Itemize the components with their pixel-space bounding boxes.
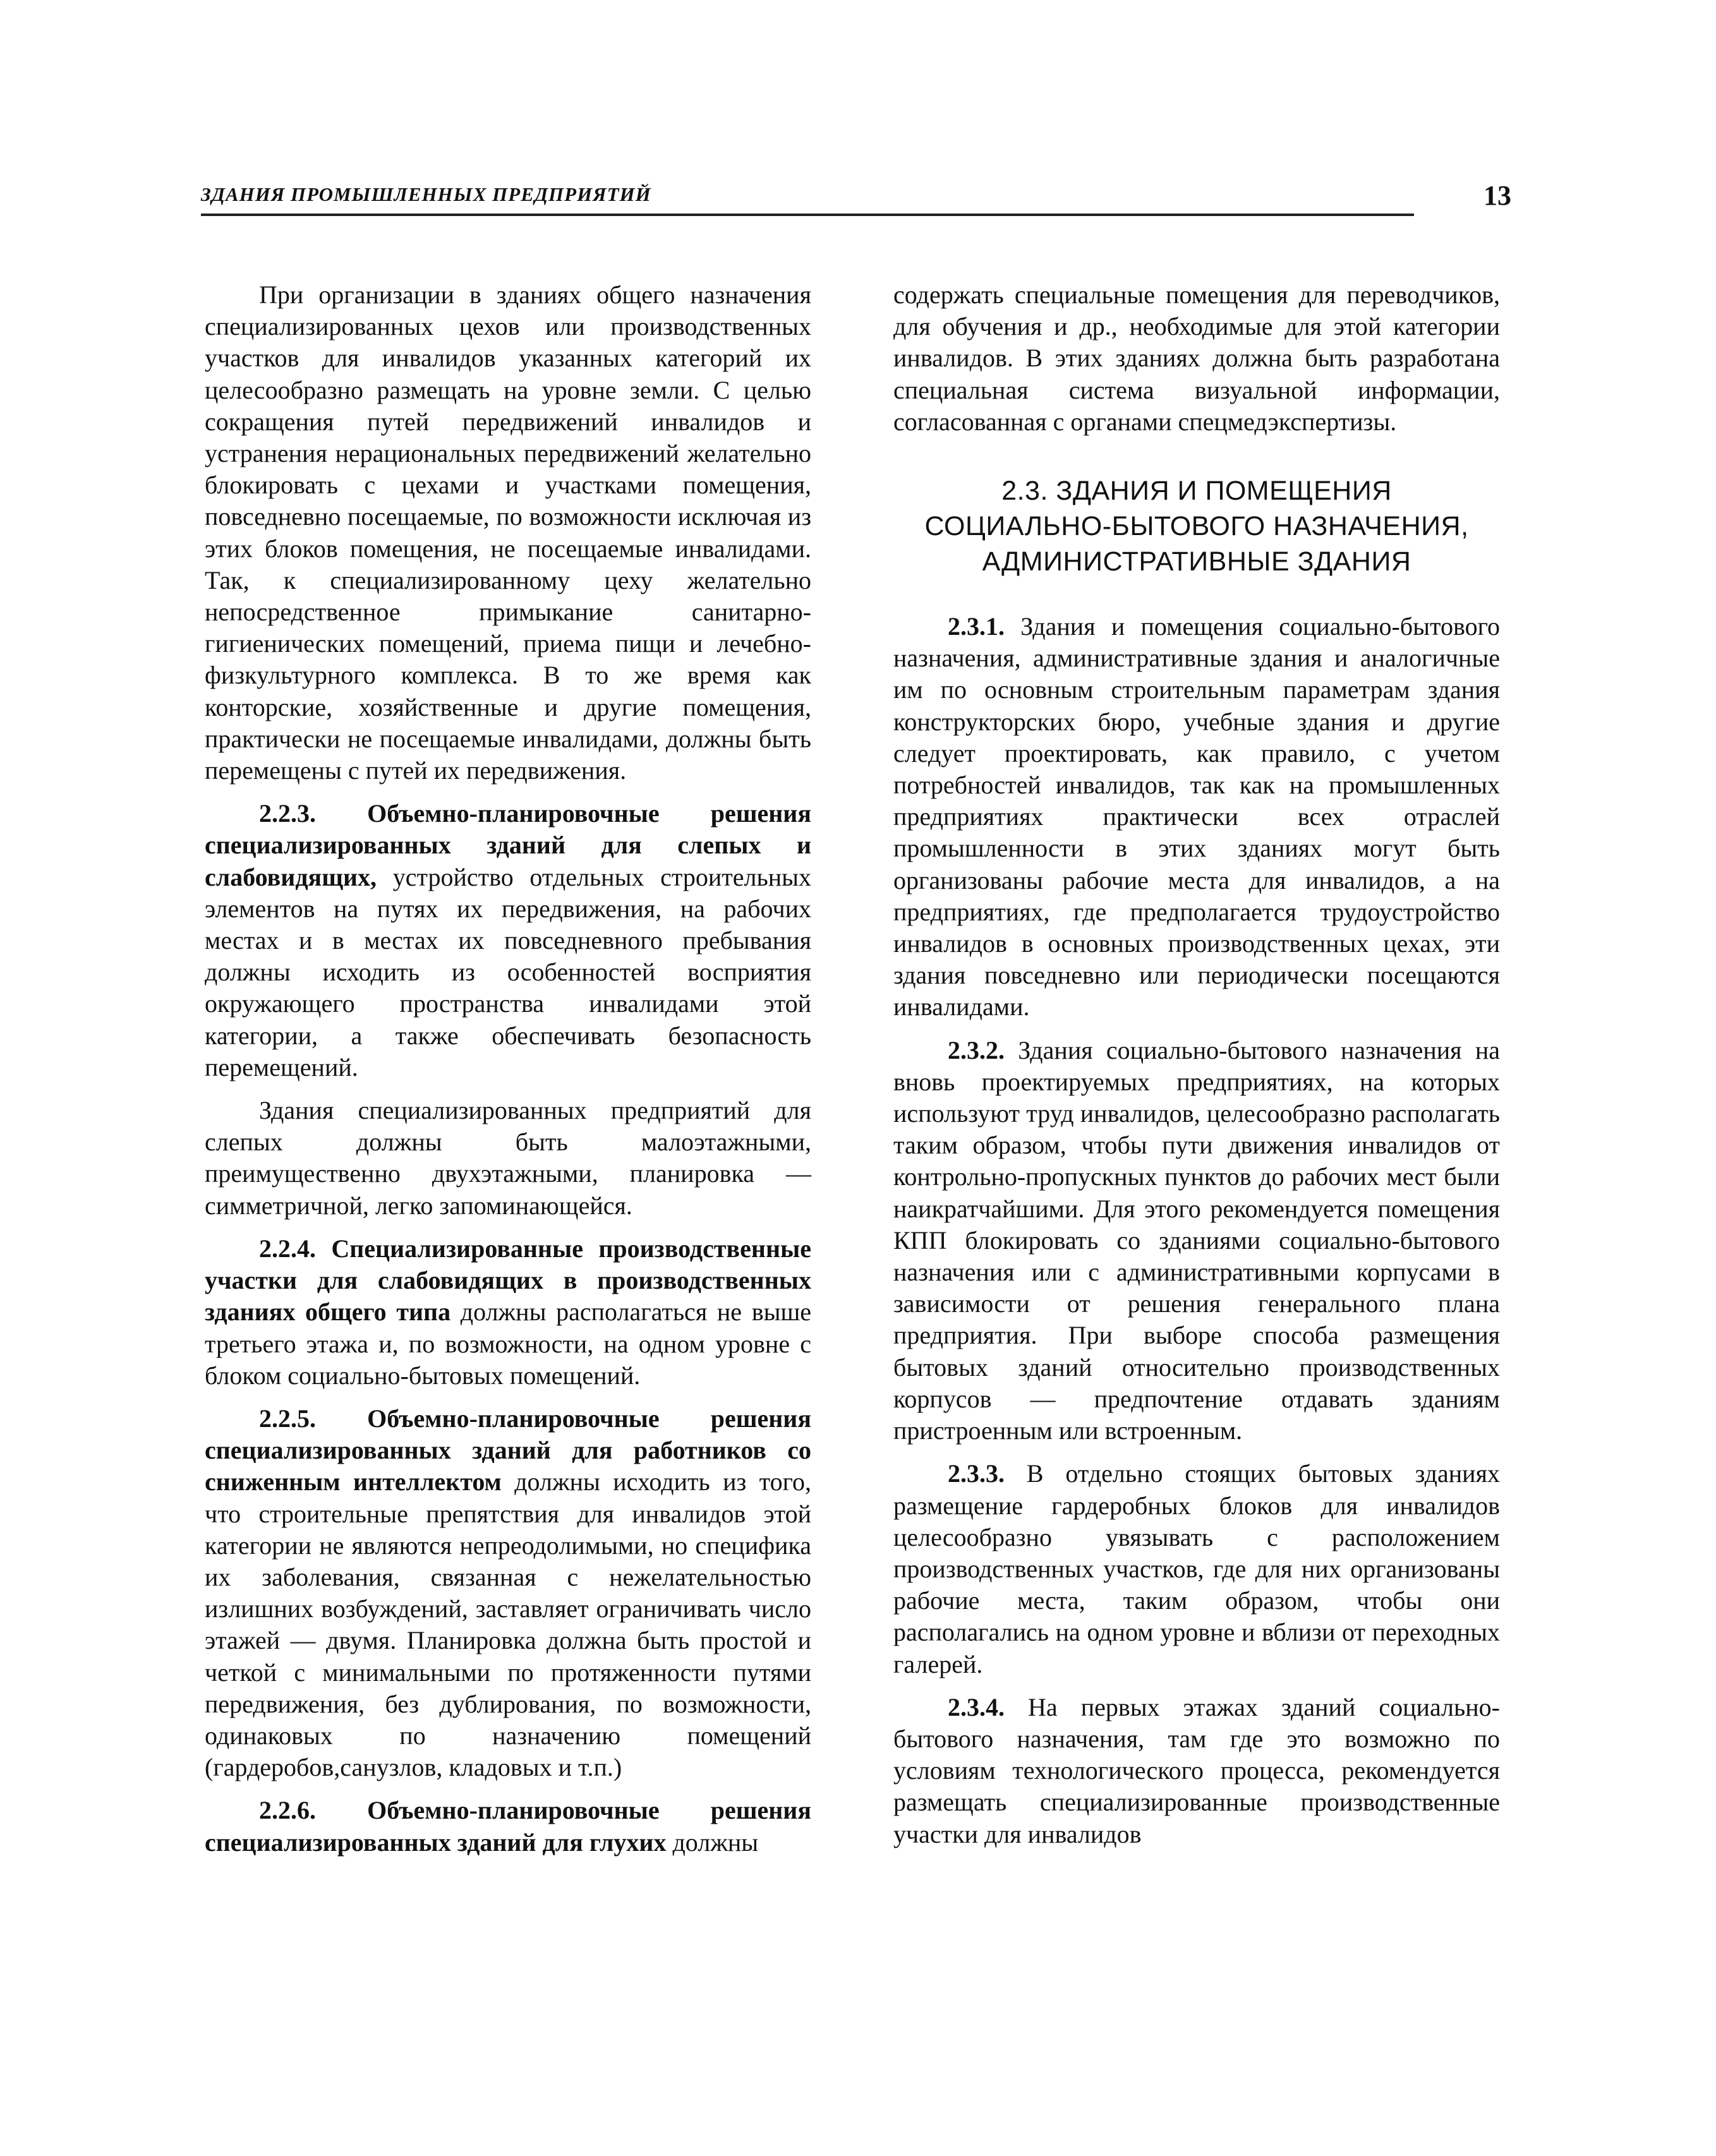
- clause-title: Специализированные производственные участки для слабовидящих в производственных зданиях общего типа: [205, 1234, 811, 1327]
- paragraph-text: При организации в зданиях общего назначения специализированных цехов или производственных участков для инвалидов указанных категорий их целесообразно размещать на уровне земли. С целью сокращения путей передвижений инвалидов и устранения нерациональных передвижений желательно блокировать с цехами и участками помещения, повседневно посещаемые, по возможности исключая из этих блоков помещения, не посещаемые инвалидами. Так, к специализированному цеху желательно непосредственное примыкание санитарно-гигиенических помещений, приема пищи и лечебно-физкультурного комплекса. В то же время как конторские, хозяйственные и другие помещения, практически не посещаемые инвалидами, должны быть перемещены с путей их передвижения.: [205, 280, 811, 785]
- paragraph-text: В отдельно стоящих бытовых зданиях размещение гардеробных блоков для инвалидов целесообразно увязывать с расположением производственных участков, где для них организованы рабочие места, таким образом, чтобы они располагались на одном уровне и вблизи от переходных галерей.: [893, 1459, 1500, 1678]
- clause-number: 2.2.5.: [259, 1404, 316, 1433]
- paragraph-2-3-2: [893, 1035, 1500, 1447]
- section-heading-line: 2.3. ЗДАНИЯ И ПОМЕЩЕНИЯ: [1001, 476, 1392, 507]
- paragraph-text: содержать специальные помещения для переводчиков, для обучения и др., необходимые для этой категории инвалидов. В этих зданиях должна быть разработана специальная система визуальной информации, согласованная с органами спецмедэкспертизы.: [893, 280, 1500, 436]
- paragraph-2-2-5: [205, 1403, 811, 1783]
- clause-title: Объемно-планировочные решения специализированных зданий для слепых и слабовидящих,: [205, 799, 811, 891]
- paragraph: [205, 279, 811, 786]
- clause-number: 2.2.3.: [259, 799, 316, 828]
- paragraph-continued: [893, 279, 1500, 438]
- running-header: [201, 178, 1414, 216]
- paragraph-2-2-6: [205, 1795, 811, 1858]
- paragraph-text: должны: [672, 1828, 759, 1857]
- running-title: ЗДАНИЯ ПРОМЫШЛЕННЫХ ПРЕДПРИЯТИЙ: [201, 183, 651, 205]
- clause-title: Объемно-планировочные решения специализированных зданий для глухих: [205, 1796, 811, 1857]
- clause-number: 2.2.4.: [259, 1234, 316, 1263]
- paragraph-text: должны исходить из того, что строительные препятствия для инвалидов этой категории не являются непреодолимыми, но специфика их заболевания, связанная с нежелательностью излишних возбуждений, заставляет ограничивать число этажей — двумя. Планировка должна быть простой и четкой с минимальными по протяженности путями передвижения, без дублирования, по возможности, одинаковых по назначению помещений (гардеробов,санузлов, кладовых и т.п.): [205, 1467, 812, 1782]
- paragraph: [205, 1095, 811, 1222]
- paragraph-2-3-1: [893, 611, 1500, 1023]
- paragraph-text: Здания и помещения социально-бытового назначения, административные здания и аналогичные им по основным строительным параметрам здания конструкторских бюро, учебные здания и другие следует проектировать, как правило, с учетом потребностей инвалидов, так как на промышленных предприятиях практически всех отраслей промышленности в этих зданиях могут быть организованы рабочие места для инвалидов, а на предприятиях, где предполагается трудоустройство инвалидов в основных производственных цехах, эти здания повседневно или периодически посещаются инвалидами.: [893, 612, 1501, 1021]
- clause-number: 2.3.1.: [948, 612, 1005, 641]
- clause-number: 2.2.6.: [259, 1796, 316, 1825]
- clause-number: 2.3.4.: [948, 1692, 1005, 1721]
- left-column: [205, 279, 811, 1858]
- right-column: [893, 279, 1500, 1850]
- paragraph-text: Здания специализированных предприятий для слепых должны быть малоэтажными, преимущественно двухэтажными, планировка — симметричной, легко запоминающейся.: [205, 1096, 811, 1220]
- section-heading-line: АДМИНИСТРАТИВНЫЕ ЗДАНИЯ: [982, 546, 1411, 577]
- paragraph-2-2-3: [205, 798, 811, 1083]
- section-heading-line: СОЦИАЛЬНО-БЫТОВОГО НАЗНАЧЕНИЯ,: [924, 511, 1469, 542]
- clause-number: 2.3.3.: [948, 1459, 1005, 1488]
- paragraph-text: устройство отдельных строительных элементов на путях их передвижения, на рабочих местах и в местах их повседневного пребывания должны исходить из особенностей восприятия окружающего пространства инвалидами этой категории, а также обеспечивать безопасность перемещений.: [205, 862, 812, 1081]
- paragraph-2-3-3: [893, 1458, 1500, 1680]
- page-number: 13: [1483, 180, 1511, 211]
- paragraph-text: На первых этажах зданий социально-бытового назначения, там где это возможно по условиям технологического процесса, рекомендуется размещать специализированные производственные участки для инвалидов: [893, 1692, 1500, 1848]
- paragraph-2-3-4: [893, 1692, 1500, 1850]
- clause-title: Объемно-планировочные решения специализированных зданий для работников со сниженным интеллектом: [205, 1404, 811, 1497]
- clause-number: 2.3.2.: [948, 1035, 1005, 1064]
- paragraph-text: должны располагаться не выше третьего этажа и, по возможности, на одном уровне с блоком социально-бытовых помещений.: [205, 1298, 812, 1390]
- section-heading: [893, 473, 1500, 579]
- paragraph-text: Здания социально-бытового назначения на вновь проектируемых предприятиях, на которых используют труд инвалидов, целесообразно располагать таким образом, чтобы пути движения инвалидов от контрольно-пропускных пунктов до рабочих мест были наикратчайшими. Для этого рекомендуется помещения КПП блокировать со зданиями социально-бытового назначения или с административными корпусами в зависимости от решения генерального плана предприятия. При выборе способа размещения бытовых зданий относительно производственных корпусов — предпочтение отдавать зданиям пристроенным или встроенным.: [893, 1035, 1500, 1445]
- paragraph-2-2-4: [205, 1233, 811, 1392]
